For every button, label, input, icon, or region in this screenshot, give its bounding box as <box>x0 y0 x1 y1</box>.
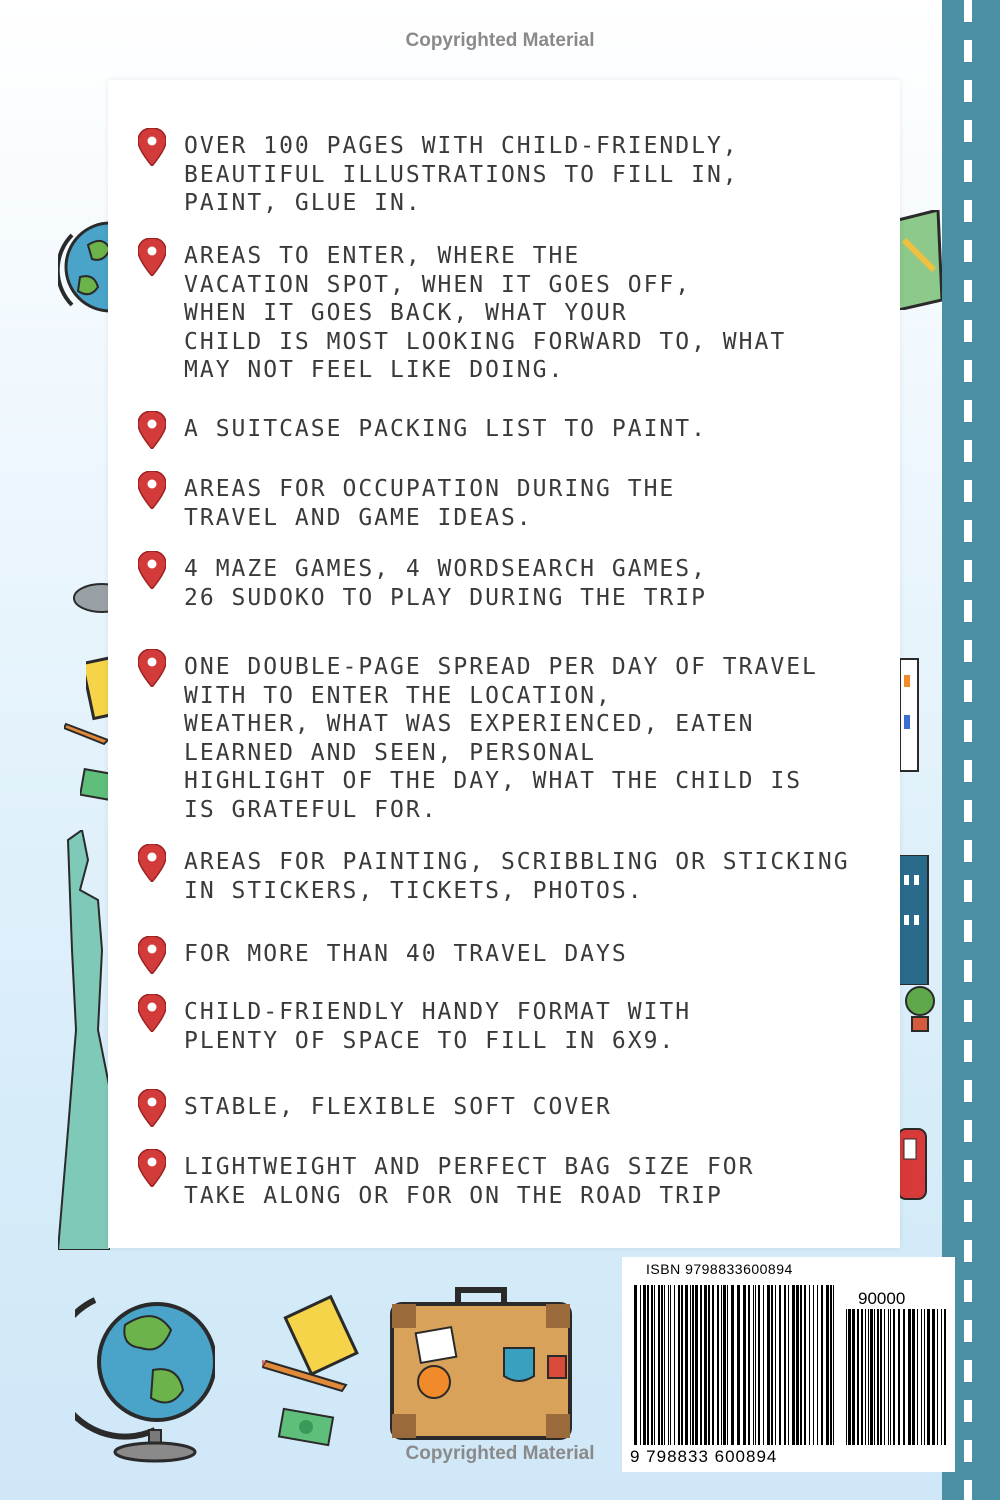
plant-icon <box>900 985 940 1035</box>
map-pin-icon <box>138 994 166 1032</box>
orange-pencil-icon <box>262 1355 352 1395</box>
barcode-bar <box>821 1285 823 1445</box>
feature-item <box>138 1153 883 1210</box>
feature-text: FOR MORE THAN 40 TRAVEL DAYS <box>184 941 628 967</box>
barcode-bar <box>651 1285 653 1445</box>
feature-item <box>138 1093 883 1127</box>
barcode-bar <box>695 1285 698 1445</box>
barcode-bar <box>927 1309 930 1445</box>
barcode-bar <box>880 1309 882 1445</box>
barcode-bar <box>809 1285 810 1445</box>
barcode-bar <box>932 1309 935 1445</box>
barcode-bar <box>800 1285 802 1445</box>
barcode-bar <box>700 1285 702 1445</box>
barcode-bar <box>784 1285 786 1445</box>
barcode-bar <box>937 1309 938 1445</box>
feature-text: STABLE, FLEXIBLE SOFT COVER <box>184 1094 612 1120</box>
barcode-bar <box>674 1285 675 1445</box>
barcode-bar <box>921 1309 922 1445</box>
barcode-bar <box>796 1285 799 1445</box>
barcode-bar <box>758 1285 760 1445</box>
barcode-bar <box>678 1285 680 1445</box>
barcode-bar <box>912 1309 915 1445</box>
barcode-bar <box>640 1285 641 1445</box>
barcode-bar <box>771 1285 773 1445</box>
isbn-barcode-box <box>622 1257 955 1472</box>
barcode-bar <box>743 1285 746 1445</box>
barcode-bar <box>721 1285 722 1445</box>
barcode-bar <box>826 1285 829 1445</box>
barcode-bar <box>723 1285 726 1445</box>
feature-item <box>138 998 883 1055</box>
barcode-bar <box>833 1285 834 1445</box>
barcode-bar <box>775 1285 776 1445</box>
barcode-bar <box>848 1309 851 1445</box>
feature-text: A SUITCASE PACKING LIST TO PAINT. <box>184 416 707 442</box>
barcode-bar <box>654 1285 655 1445</box>
barcode-bar <box>852 1309 855 1445</box>
barcode-bar <box>890 1309 891 1445</box>
hat-icon <box>72 570 112 620</box>
barcode-bar <box>717 1285 719 1445</box>
desk-globe-icon <box>75 1280 215 1465</box>
barcode-bar <box>868 1309 869 1445</box>
feature-item <box>138 475 883 532</box>
feature-text: LIGHTWEIGHT AND PERFECT BAG SIZE FOR TAKE ALONG OR FOR ON THE ROAD TRIP <box>184 1154 755 1209</box>
barcode-bar <box>874 1309 875 1445</box>
feature-text: AREAS FOR PAINTING, SCRIBBLING OR STICKING IN STICKERS, TICKETS, PHOTOS. <box>184 849 850 904</box>
notebook-icon <box>86 655 110 725</box>
feature-item <box>138 555 883 612</box>
barcode-bar <box>846 1309 847 1445</box>
barcode-bar <box>893 1309 895 1445</box>
barcode-bar <box>643 1285 646 1445</box>
feature-item <box>138 940 883 974</box>
price-code: 90000 <box>858 1289 906 1308</box>
barcode-bar <box>813 1285 814 1445</box>
barcode-bar <box>861 1309 863 1445</box>
barcode-bar <box>737 1285 740 1445</box>
feature-text: ONE DOUBLE-PAGE SPREAD PER DAY OF TRAVEL WITH TO ENTER THE LOCATION, WEATHER, WHAT WAS EXPERIENCED, EATEN LEARNED AND SEEN, PERSONAL HIGHLIGHT OF THE DAY, WHAT THE CHILD IS IS GRATEFUL FOR. <box>184 654 818 823</box>
barcode-bar <box>857 1309 859 1445</box>
pencil-icon <box>64 716 110 746</box>
barcode-bar <box>903 1309 905 1445</box>
feature-item <box>138 242 883 385</box>
money-icon <box>80 768 110 804</box>
isbn-digits: 9 798833 600894 <box>630 1447 778 1466</box>
sign-icon <box>900 655 920 775</box>
barcode-bar <box>944 1309 946 1445</box>
barcode-bar <box>898 1309 900 1445</box>
barcode-bar <box>658 1285 660 1445</box>
barcode-bar <box>924 1309 925 1445</box>
road-dash-line <box>964 0 972 1500</box>
copyright-notice-top: Copyrighted Material <box>405 30 595 51</box>
map-pin-icon <box>138 128 166 166</box>
barcode-bar <box>748 1285 750 1445</box>
barcode-bar <box>917 1309 918 1445</box>
feature-text: OVER 100 PAGES WITH CHILD-FRIENDLY, BEAUTIFUL ILLUSTRATIONS TO FILL IN, PAINT, GLUE IN. <box>184 133 739 216</box>
barcode-bar <box>753 1285 754 1445</box>
car-icon <box>898 1125 928 1205</box>
map-pin-icon <box>138 844 166 882</box>
barcode-bar <box>731 1285 734 1445</box>
barcode-bar <box>708 1285 710 1445</box>
barcode-bar <box>755 1285 756 1445</box>
statue-of-liberty-icon <box>58 830 110 1250</box>
barcode-bar <box>877 1309 879 1445</box>
feature-item <box>138 848 883 905</box>
barcode-bar <box>690 1285 691 1445</box>
feature-text: CHILD-FRIENDLY HANDY FORMAT WITH PLENTY OF SPACE TO FILL IN 6X9. <box>184 999 692 1054</box>
barcode-bar <box>865 1309 866 1445</box>
barcode-bar <box>681 1285 683 1445</box>
barcode-bar <box>727 1285 728 1445</box>
building-icon <box>898 855 930 985</box>
suitcase-icon <box>388 1286 574 1442</box>
barcode-bar <box>712 1285 714 1445</box>
barcode-bar <box>763 1285 764 1445</box>
barcode-bar <box>767 1285 770 1445</box>
map-icon <box>898 210 942 310</box>
barcode-bar <box>870 1309 873 1445</box>
map-pin-icon <box>138 649 166 687</box>
barcode-bar <box>908 1309 911 1445</box>
feature-item <box>138 653 883 824</box>
map-pin-icon <box>138 1149 166 1187</box>
barcode-bar <box>884 1309 885 1445</box>
barcode-bar <box>804 1285 806 1445</box>
map-pin-icon <box>138 411 166 449</box>
feature-item <box>138 415 883 449</box>
barcode-bar <box>941 1309 942 1445</box>
map-pin-icon <box>138 936 166 974</box>
feature-item <box>138 132 883 218</box>
barcode-bar <box>634 1285 637 1445</box>
map-pin-icon <box>138 551 166 589</box>
barcode-bar <box>704 1285 707 1445</box>
barcode-bar <box>888 1309 889 1445</box>
barcode-bar <box>664 1285 665 1445</box>
feature-text: 4 MAZE GAMES, 4 WORDSEARCH GAMES, 26 SUDOKO TO PLAY DURING THE TRIP <box>184 556 707 611</box>
copyright-notice-bottom: Copyrighted Material <box>405 1443 595 1464</box>
barcode-bar <box>692 1285 694 1445</box>
barcode-main <box>634 1285 834 1445</box>
feature-list-panel <box>108 80 900 1248</box>
barcode-bar <box>670 1285 671 1445</box>
barcode-bar <box>668 1285 669 1445</box>
map-pin-icon <box>138 1089 166 1127</box>
barcode-bar <box>788 1285 789 1445</box>
barcode-bar <box>817 1285 818 1445</box>
barcode-bar <box>830 1285 832 1445</box>
map-pin-icon <box>138 471 166 509</box>
barcode-bar <box>661 1285 663 1445</box>
feature-text: AREAS FOR OCCUPATION DURING THE TRAVEL AND GAME IDEAS. <box>184 476 676 531</box>
map-pin-icon <box>138 238 166 276</box>
barcode-bar <box>779 1285 781 1445</box>
feature-text: AREAS TO ENTER, WHERE THE VACATION SPOT, WHEN IT GOES OFF, WHEN IT GOES BACK, WHAT YOUR CHILD IS MOST LOOKING FORWARD TO, WHAT MAY NOT FEEL LIKE DOING. <box>184 243 787 383</box>
barcode-addon <box>846 1309 946 1445</box>
barcode-bar <box>685 1285 688 1445</box>
barcode-bar <box>647 1285 649 1445</box>
isbn-label: ISBN 9798833600894 <box>646 1261 793 1277</box>
barcode-bar <box>792 1285 795 1445</box>
